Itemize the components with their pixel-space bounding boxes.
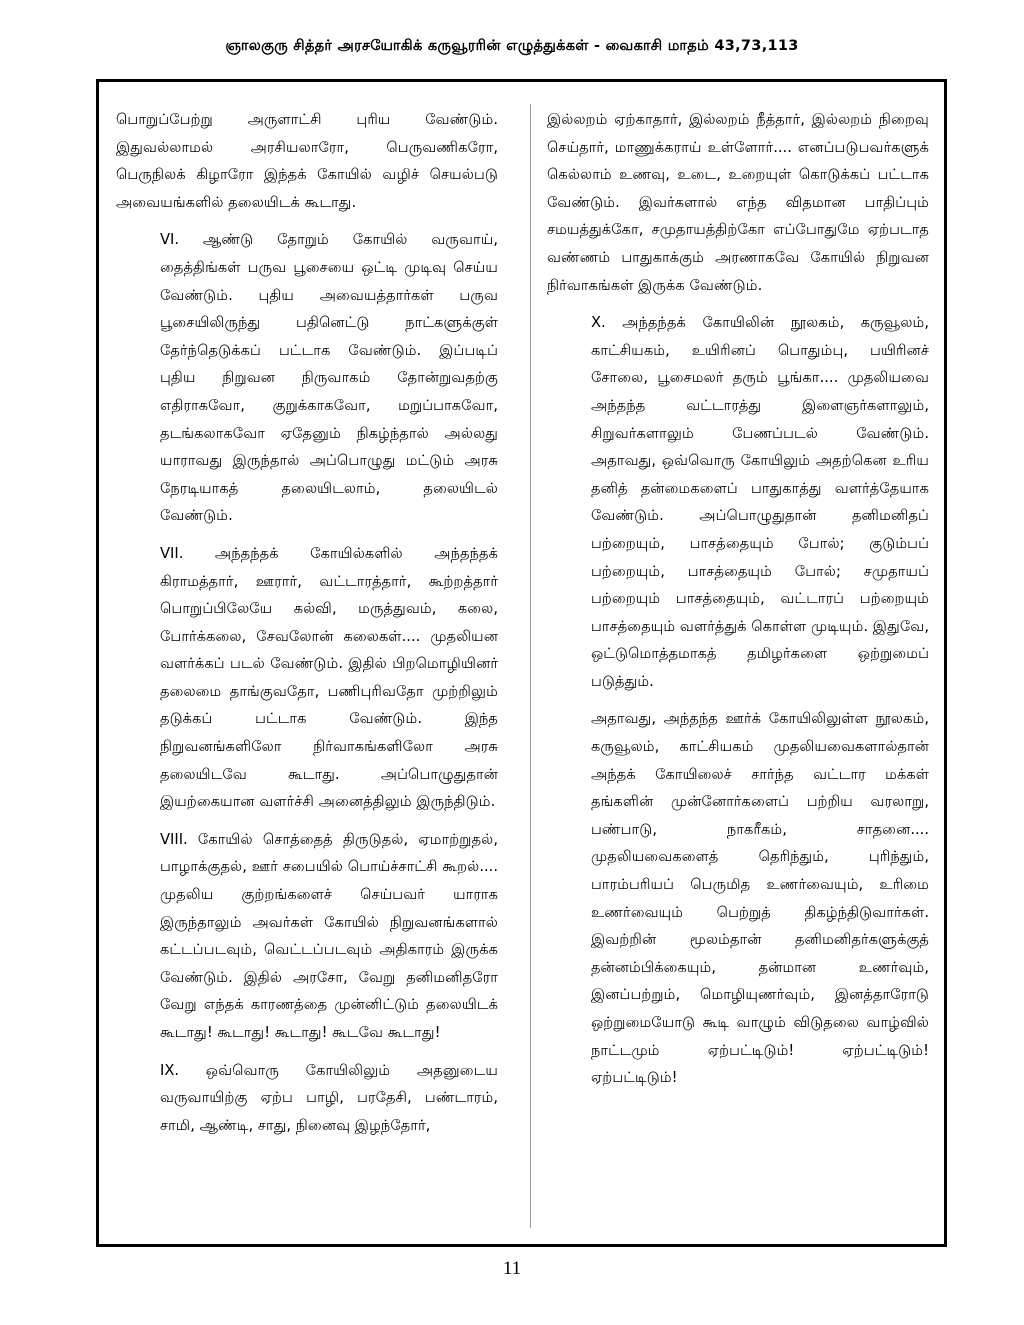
right-column xyxy=(547,106,929,1102)
paragraph-continued: பொறுப்பேற்று அருளாட்சி புரிய வேண்டும். இதுவல்லாமல் அரசியலாரோ, பெருவணிகரோ, பெருநிலக் கிழாரோ இந்தக் கோயில் வழிச் செயல்படு அவையங்களில் தலையிடக் கூடாது. xyxy=(116,111,498,211)
paragraph-ix-continued: இல்லறம் ஏற்காதார், இல்லறம் நீத்தார், இல்லறம் நிறைவு செய்தார், மாணுக்கராய் உள்ளோர்.... எனப்படுபவர்களுக் கெல்லாம் உணவு, உடை, உறையுள் கொடுக்கப் பட்டாக வேண்டும். இவர்களால் எந்த விதமான பாதிப்பும் சமயத்துக்கோ, சமுதாயத்திற்கோ எப்போதுமே ஏற்படாத வண்ணம் பாதுகாக்கும் அரணாகவே கோயில் நிறுவன நிர்வாகங்கள் இருக்க வேண்டும். xyxy=(547,111,929,294)
paragraph-conclusion: அதாவது, அந்தந்த ஊர்க் கோயிலிலுள்ள நூலகம், கருவூலம், காட்சியகம் முதலியவைகளால்தான் அந்தக் கோயிலைச் சார்ந்த வட்டார மக்கள் தங்களின் முன்னோர்களைப் பற்றிய வரலாறு, பண்பாடு, நாகரீகம், சாதனை.... முதலியவைகளைத் தெரிந்தும், புரிந்தும், பாரம்பரியப் பெருமித உணர்வையும், உரிமை உணர்வையும் பெற்றுத் திகழ்ந்திடுவார்கள். இவற்றின் மூலம்தான் தனிமனிதர்களுக்குத் தன்னம்பிக்கையும், தன்மான உணர்வும், இனப்பற்றும், மொழியுணர்வும், இனத்தாரோடு ஒற்றுமையோடு கூடி வாழும் விடுதலை வாழ்வில் நாட்டமும் ஏற்பட்டிடும்! ஏற்பட்டிடும்! ஏற்பட்டிடும்! xyxy=(591,710,929,1087)
column-divider xyxy=(530,104,531,1228)
paragraph-vi: VI. ஆண்டு தோறும் கோயில் வருவாய், தைத்திங்கள் பருவ பூசையை ஒட்டி முடிவு செய்ய வேண்டும். புதிய அவையத்தார்கள் பருவ பூசையிலிருந்து பதினெட்டு நாட்களுக்குள் தேர்ந்தெடுக்கப் பட்டாக வேண்டும். இப்படிப் புதிய நிறுவன நிருவாகம் தோன்றுவதற்கு எதிராகவோ, குறுக்காகவோ, மறுப்பாகவோ, தடங்கலாகவோ ஏதேனும் நிகழ்ந்தால் அல்லது யாராவது இருந்தால் அப்பொழுது மட்டும் அரசு நேரடியாகத் தலையிடலாம், தலையிடல் வேண்டும். xyxy=(160,231,498,525)
page-frame xyxy=(96,79,947,1247)
paragraph-viii: VIII. கோயில் சொத்தைத் திருடுதல், ஏமாற்றுதல், பாழாக்குதல், ஊர் சபையில் பொய்ச்சாட்சி கூறல்.... முதலிய குற்றங்களைச் செய்பவர் யாராக இருந்தாலும் அவர்கள் கோயில் நிறுவனங்களால் கட்டப்படவும், வெட்டப்படவும் அதிகாரம் இருக்க வேண்டும். இதில் அரசோ, வேறு தனிமனிதரோ வேறு எந்தக் காரணத்தை முன்னிட்டும் தலையிடக் கூடாது! கூடாது! கூடாது! கூடவே கூடாது! xyxy=(160,830,498,1041)
paragraph-x: X. அந்தந்தக் கோயிலின் நூலகம், கருவூலம், காட்சியகம், உயிரினப் பொதும்பு, பயிரினச் சோலை, பூசைமலர் தரும் பூங்கா.... முதலியவை அந்தந்த வட்டாரத்து இளைஞர்களாலும், சிறுவர்களாலும் பேணப்படல் வேண்டும். அதாவது, ஒவ்வொரு கோயிலும் அதற்கென உரிய தனித் தன்மைகளைப் பாதுகாத்து வளர்த்தேயாக வேண்டும். அப்பொழுதுதான் தனிமனிதப் பற்றையும், பாசத்தையும் போல்; குடும்பப் பற்றையும், பாசத்தையும் போல்; சமுதாயப் பற்றையும் பாசத்தையும், வட்டாரப் பற்றையும் பாசத்தையும் வளர்த்துக் கொள்ள முடியும். இதுவே, ஒட்டுமொத்தமாகத் தமிழர்களை ஒற்றுமைப் படுத்தும். xyxy=(591,314,929,690)
running-header: ஞாலகுரு சித்தர் அரசயோகிக் கருவூரரின் எழுத்துக்கள் - வைகாசி மாதம் 43,73,113 xyxy=(225,38,799,54)
paragraph-vii: VII. அந்தந்தக் கோயில்களில் அந்தந்தக் கிராமத்தார், ஊரார், வட்டாரத்தார், கூற்றத்தார் பொறுப்பிலேயே கல்வி, மருத்துவம், கலை, போர்க்கலை, சேவலோன் கலைகள்.... முதலியன வளர்க்கப் படல் வேண்டும். இதில் பிறமொழியினர் தலைமை தாங்குவதோ, பணிபுரிவதோ முற்றிலும் தடுக்கப் பட்டாக வேண்டும். இந்த நிறுவனங்களிலோ நிர்வாகங்களிலோ அரசு தலையிடவே கூடாது. அப்பொழுதுதான் இயற்கையான வளர்ச்சி அனைத்திலும் இருந்திடும். xyxy=(160,544,498,811)
page-number: 11 xyxy=(502,1258,522,1279)
left-column xyxy=(116,106,498,1149)
paragraph-ix: IX. ஒவ்வொரு கோயிலிலும் அதனுடைய வருவாயிற்கு ஏற்ப பாழி, பரதேசி, பண்டாரம், சாமி, ஆண்டி, சாது, நினைவு இழந்தோர், xyxy=(160,1061,498,1134)
